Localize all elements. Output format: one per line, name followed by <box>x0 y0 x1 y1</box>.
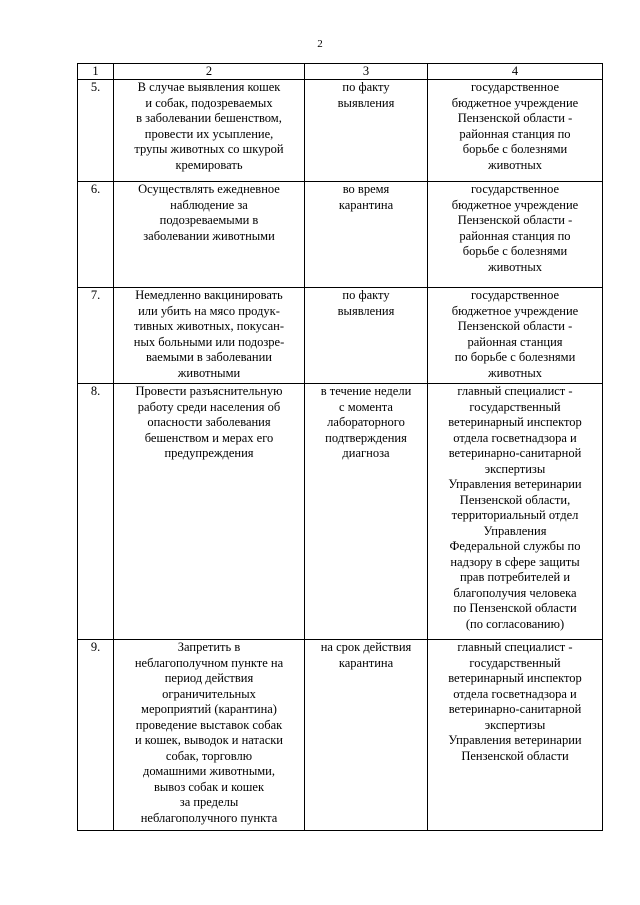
row-action: Немедленно вакцинировать или убить на мясо продук- тивных животных, покусан- ных больными или подозре- ваемыми в заболевании животными <box>133 288 285 380</box>
row-action: Провести разъяснительную работу среди населения об опасности заболевания бешенством и мерах его предупреждения <box>135 384 283 460</box>
row-timing: по факту выявления <box>337 288 395 318</box>
row-number: 6. <box>78 182 114 288</box>
row-responsible: государственное бюджетное учреждение Пензенской области - районная станция по борьбе с болезнями животных <box>451 288 579 380</box>
row-timing: во время карантина <box>338 182 394 212</box>
row-action: Запретить в неблагополучном пункте на период действия ограничительных мероприятий (карантина) проведение выставок собак и кошек, выводок и натаски собак, торговлю домашними животными, вывоз собак и кошек за пределы неблагополучного пункта <box>134 640 284 825</box>
table-row <box>78 384 603 640</box>
row-responsible: государственное бюджетное учреждение Пензенской области - районная станция по борьбе с болезнями животных <box>451 80 579 172</box>
row-responsible: государственное бюджетное учреждение Пензенской области - районная станция по борьбе с болезнями животных <box>451 182 579 274</box>
table-row <box>78 640 603 831</box>
row-timing: по факту выявления <box>337 80 395 110</box>
column-header-1: 1 <box>78 64 114 80</box>
table-header-row <box>78 64 603 80</box>
row-number: 8. <box>78 384 114 640</box>
measures-table <box>77 63 603 831</box>
table-row <box>78 182 603 288</box>
column-header-4: 4 <box>428 64 603 80</box>
table-row <box>78 80 603 182</box>
row-responsible: главный специалист - государственный ветеринарный инспектор отдела госветнадзора и ветеринарно-санитарной экспертизы Управления ветеринарии Пензенской области <box>448 640 582 763</box>
column-header-3: 3 <box>305 64 428 80</box>
page-number: 2 <box>317 38 323 50</box>
row-number: 7. <box>78 288 114 384</box>
table-row <box>78 288 603 384</box>
row-number: 9. <box>78 640 114 831</box>
column-header-2: 2 <box>114 64 305 80</box>
row-number: 5. <box>78 80 114 182</box>
row-timing: на срок действия карантина <box>320 640 412 670</box>
row-responsible: главный специалист - государственный ветеринарный инспектор отдела госветнадзора и ветеринарно-санитарной экспертизы Управления ветеринарии Пензенской области, территориальный отдел Управления Федеральной службы по надзору в сфере защиты прав потребителей и благополучия человека по Пензенской области (по согласованию) <box>448 384 582 631</box>
row-action: В случае выявления кошек и собак, подозреваемых в заболевании бешенством, провести их усыпление, трупы животных со шкурой кремировать <box>134 80 284 172</box>
row-timing: в течение недели с момента лабораторного подтверждения диагноза <box>320 384 412 460</box>
row-action: Осуществлять ежедневное наблюдение за подозреваемыми в заболевании животными <box>138 182 280 243</box>
